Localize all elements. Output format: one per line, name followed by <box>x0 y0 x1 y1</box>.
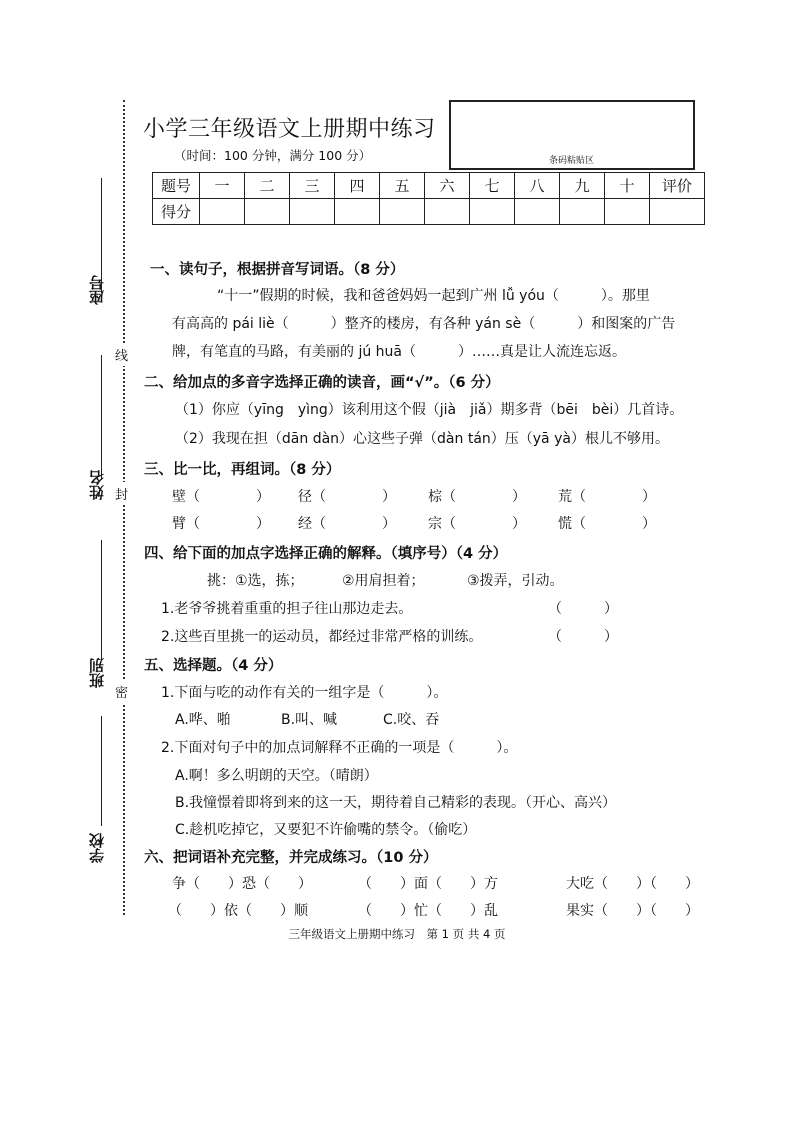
q3-item: 荒（ ） <box>558 489 656 505</box>
q5-item-1-option: A.哗、啪 <box>175 712 231 728</box>
name-label: 姓名 <box>88 470 106 500</box>
q6-idiom: 大吃（ ）（ ） <box>566 876 699 892</box>
seat-label: 座号 <box>88 275 106 305</box>
score-table-score-row <box>153 199 705 225</box>
seal-dotted-line <box>123 100 125 915</box>
q3-item: 棕（ ） <box>428 489 526 505</box>
q4-option: 挑：①选，拣； <box>207 573 304 589</box>
q3-item: 壁（ ） <box>172 489 270 505</box>
q5-item-2-option-b: B.我憧憬着即将到来的这一天，期待着自己精彩的表现。（开心、高兴） <box>175 795 617 811</box>
score-input-cell[interactable] <box>245 199 290 225</box>
name-line <box>101 355 102 480</box>
score-input-cell[interactable] <box>200 199 245 225</box>
seal-mark-line: 线 <box>115 343 128 366</box>
score-input-cell[interactable] <box>470 199 515 225</box>
score-cell: 评价 <box>650 173 705 199</box>
barcode-label: 条码粘贴区 <box>549 156 595 166</box>
score-input-cell[interactable] <box>560 199 605 225</box>
score-table <box>152 172 705 225</box>
exam-time-note: （时间：100 分钟，满分 100 分） <box>174 148 372 163</box>
q5-item-1-option: C.咬、吞 <box>383 712 440 728</box>
q6-heading: 六、把词语补充完整，并完成练习。（10 分） <box>144 850 438 866</box>
score-cell: 八 <box>515 173 560 199</box>
q5-heading: 五、选择题。（4 分） <box>144 658 283 674</box>
q4-heading: 四、给下面的加点字选择正确的解释。（填序号）（4 分） <box>144 546 508 562</box>
q4-item-2: 2.这些百里挑一的运动员，都经过非常严格的训练。 <box>161 629 483 645</box>
q1-line-1: “十一”假期的时候，我和爸爸妈妈一起到广州 lǚ yóu（ ）。那里 <box>217 288 650 304</box>
score-cell: 九 <box>560 173 605 199</box>
q1-heading: 一、读句子，根据拼音写词语。（8 分） <box>150 262 405 278</box>
score-input-cell[interactable] <box>515 199 560 225</box>
score-input-cell[interactable] <box>380 199 425 225</box>
score-input-cell[interactable] <box>335 199 380 225</box>
score-cell: 三 <box>290 173 335 199</box>
q5-item-2-option-c: C.趁机吃掉它，又要犯不许偷嘴的禁令。（偷吃） <box>175 822 477 838</box>
q1-line-3: 牌，有笔直的马路，有美丽的 jú huā（ ）……真是让人流连忘返。 <box>172 344 626 360</box>
q4-item-1: 1.老爷爷挑着重重的担子往山那边走去。 <box>161 601 413 617</box>
q2-line-1: （1）你应（yīng yìng）该利用这个假（jià jiǎ）期多背（bēi bèi）几首诗。 <box>175 402 684 418</box>
q3-heading: 三、比一比，再组词。（8 分） <box>144 462 341 478</box>
q6-idiom: （ ）面（ ）方 <box>358 876 498 892</box>
page-title: 小学三年级语文上册期中练习 <box>143 117 436 142</box>
school-label: 学校 <box>88 833 106 863</box>
seal-mark-seal: 封 <box>115 482 128 505</box>
q3-item: 径（ ） <box>298 489 396 505</box>
q6-idiom: （ ）依（ ）顺 <box>168 903 308 919</box>
score-cell: 四 <box>335 173 380 199</box>
school-line <box>101 716 102 826</box>
q5-item-2: 2.下面对句子中的加点词解释不正确的一项是（ ）。 <box>161 740 518 756</box>
score-cell: 二 <box>245 173 290 199</box>
q6-idiom: 果实（ ）（ ） <box>566 903 699 919</box>
page-footer: 三年级语文上册期中练习 第 1 页 共 4 页 <box>288 927 506 941</box>
q3-item: 臂（ ） <box>172 516 270 532</box>
score-input-cell[interactable] <box>605 199 650 225</box>
score-cell: 十 <box>605 173 650 199</box>
class-line <box>101 540 102 660</box>
q4-answer-blank[interactable]: （ ） <box>548 629 618 645</box>
barcode-area <box>449 100 695 170</box>
score-cell: 题号 <box>153 173 200 199</box>
q6-idiom: 争（ ）恐（ ） <box>172 876 312 892</box>
score-input-cell[interactable] <box>425 199 470 225</box>
score-input-cell[interactable] <box>650 199 705 225</box>
q1-line-2: 有高高的 pái liè（ ）整齐的楼房，有各种 yán sè（ ）和图案的广告 <box>172 316 676 332</box>
q2-heading: 二、给加点的多音字选择正确的读音，画“√”。（6 分） <box>144 375 500 391</box>
q6-idiom: （ ）忙（ ）乱 <box>358 903 498 919</box>
class-label: 班别 <box>88 658 106 688</box>
score-cell: 一 <box>200 173 245 199</box>
score-cell: 七 <box>470 173 515 199</box>
q5-item-1: 1.下面与吃的动作有关的一组字是（ ）。 <box>161 685 448 701</box>
q3-item: 慌（ ） <box>558 516 656 532</box>
score-cell: 五 <box>380 173 425 199</box>
q4-answer-blank[interactable]: （ ） <box>548 601 618 617</box>
q4-option: ②用肩担着； <box>342 573 425 589</box>
score-row-label: 得分 <box>153 199 200 225</box>
score-cell: 六 <box>425 173 470 199</box>
score-input-cell[interactable] <box>290 199 335 225</box>
q5-item-1-option: B.叫、喊 <box>281 712 338 728</box>
q3-item: 经（ ） <box>298 516 396 532</box>
q2-line-2: （2）我现在担（dān dàn）心这些子弹（dàn tán）压（yā yà）根儿不够用。 <box>175 431 669 447</box>
q3-item: 宗（ ） <box>428 516 526 532</box>
seal-mark-dense: 密 <box>115 680 128 703</box>
q4-option: ③拨弄，引动。 <box>467 573 564 589</box>
score-table-header-row <box>153 173 705 199</box>
q5-item-2-option-a: A.啊！多么明朗的天空。（晴朗） <box>175 768 378 784</box>
